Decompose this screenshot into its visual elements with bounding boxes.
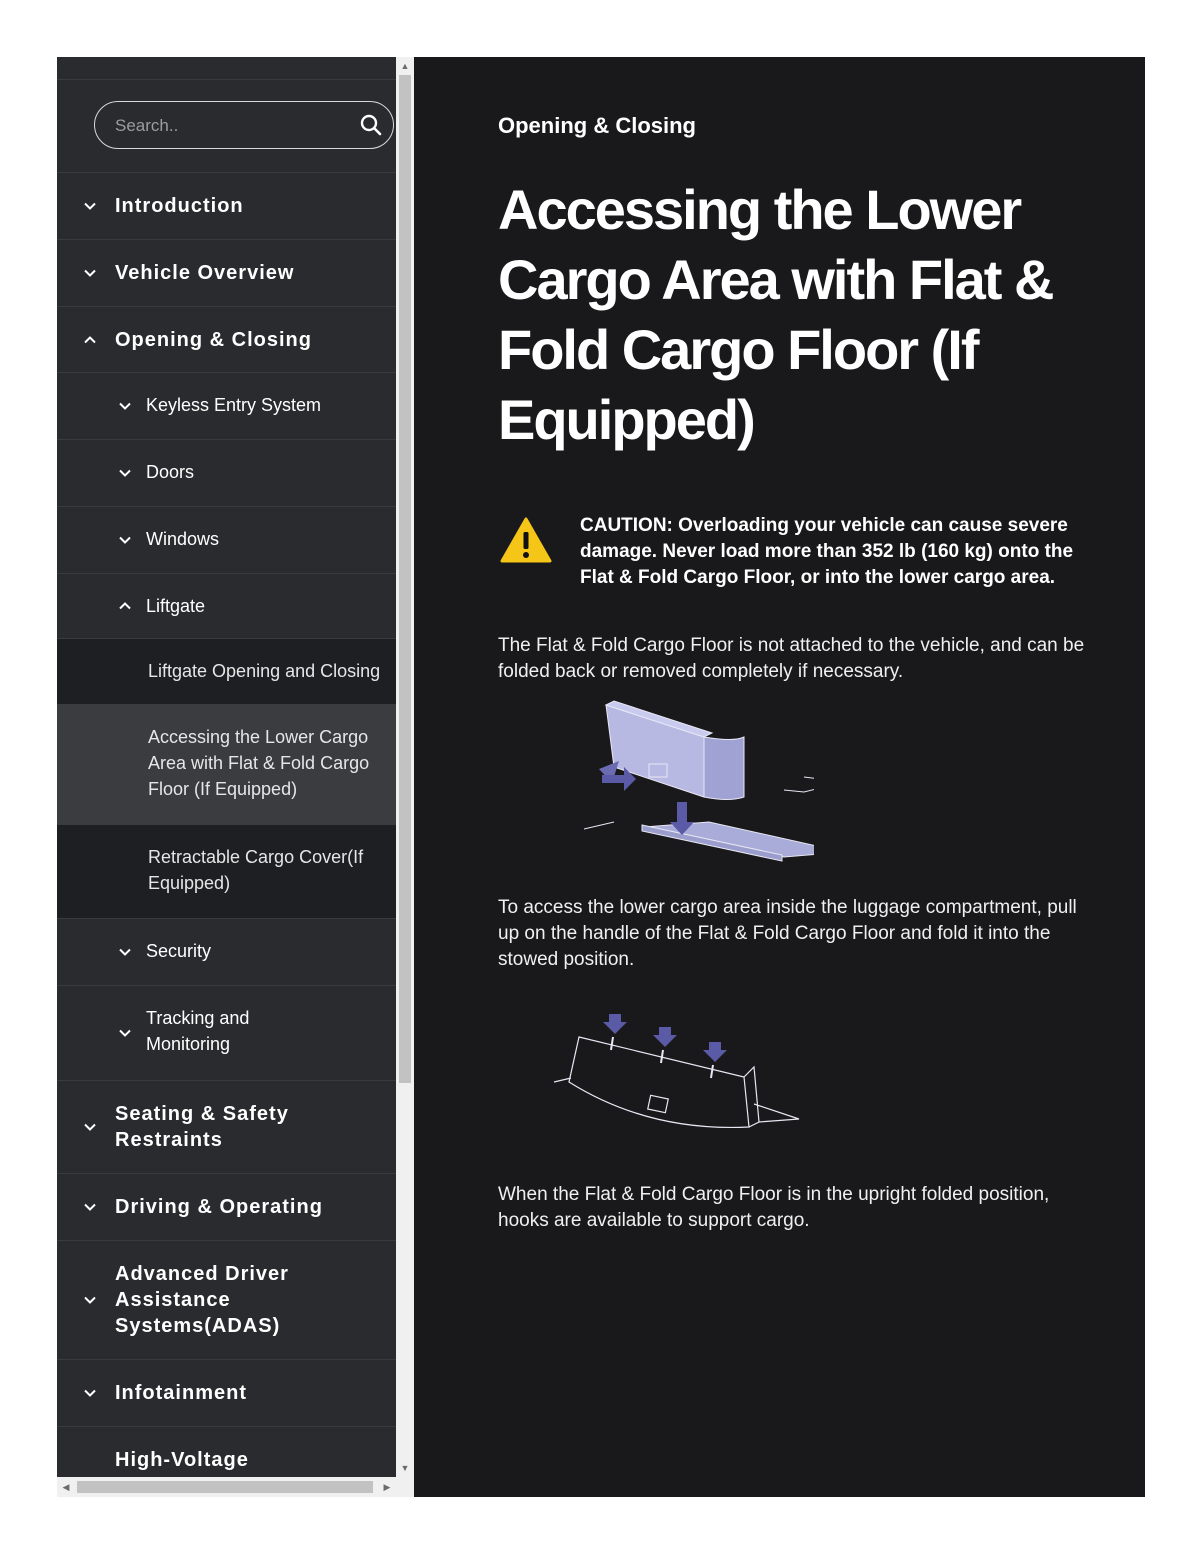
- sidebar-item-label: Doors: [146, 462, 195, 482]
- scroll-up-arrow-icon[interactable]: ▲: [400, 61, 410, 71]
- sidebar-item-label: Introduction: [115, 195, 244, 217]
- search-icon[interactable]: [359, 113, 383, 137]
- sidebar-item-accessing-lower-cargo[interactable]: [57, 705, 396, 825]
- chevron-down-icon: [83, 199, 97, 213]
- sidebar-item-label: Windows: [146, 529, 220, 549]
- sidebar-item-label: Retractable Cargo Cover(If Equipped): [148, 847, 364, 893]
- scroll-down-arrow-icon[interactable]: ▼: [400, 1463, 410, 1473]
- scroll-left-arrow-icon[interactable]: ◀: [62, 1482, 70, 1492]
- sidebar-item-label: Infotainment: [115, 1382, 247, 1404]
- search-box[interactable]: [94, 101, 394, 149]
- chevron-down-icon: [83, 1200, 97, 1214]
- chevron-down-icon: [118, 466, 132, 480]
- sidebar-item-label: Security: [146, 941, 212, 961]
- sidebar-item-adas[interactable]: [57, 1241, 396, 1360]
- chevron-down-icon: [118, 945, 132, 959]
- scroll-right-arrow-icon[interactable]: ▶: [383, 1482, 391, 1492]
- sidebar-item-introduction[interactable]: [57, 173, 396, 240]
- sidebar-item-seating[interactable]: [57, 1081, 396, 1174]
- sidebar-item-driving[interactable]: [57, 1174, 396, 1241]
- sidebar-item-tracking[interactable]: [57, 986, 396, 1081]
- sidebar: [57, 57, 396, 1477]
- main-content: [414, 57, 1145, 1497]
- sidebar-item-label: Liftgate Opening and Closing: [148, 661, 381, 681]
- sidebar-item-liftgate[interactable]: [57, 574, 396, 639]
- sidebar-item-label: Vehicle Overview: [115, 262, 295, 284]
- sidebar-item-label: Advanced Driver Assistance Systems(ADAS): [115, 1263, 289, 1337]
- sidebar-item-infotainment[interactable]: [57, 1360, 396, 1427]
- flat-fold-floor-removal-illustration: [554, 697, 814, 882]
- sidebar-item-opening-closing[interactable]: [57, 307, 396, 373]
- horizontal-scroll-thumb[interactable]: [77, 1481, 373, 1493]
- caution-text: CAUTION: Overloading your vehicle can cause severe damage. Never load more than 352 lb (160 kg) onto the Flat & Fold Cargo Floor, or into the lower cargo area.: [580, 515, 1074, 588]
- sidebar-item-security[interactable]: [57, 919, 396, 986]
- app-frame: [57, 57, 1145, 1497]
- sidebar-item-label: High-Voltage: [115, 1449, 249, 1471]
- warning-triangle-icon: [500, 517, 552, 563]
- breadcrumb[interactable]: Opening & Closing: [498, 113, 696, 138]
- sidebar-item-label: Tracking and Monitoring: [146, 1008, 250, 1054]
- chevron-down-icon: [83, 1386, 97, 1400]
- sidebar-item-doors[interactable]: [57, 440, 396, 507]
- sidebar-horizontal-scrollbar[interactable]: [57, 1477, 396, 1497]
- sidebar-item-high-voltage[interactable]: [57, 1427, 396, 1477]
- sidebar-item-keyless-entry[interactable]: [57, 373, 396, 440]
- vertical-scroll-thumb[interactable]: [399, 75, 411, 1083]
- scrollbar-corner: [396, 1477, 414, 1497]
- page-title: Accessing the Lower Cargo Area with Flat & Fold Cargo Floor (If Equipped): [498, 178, 1053, 451]
- chevron-up-icon: [118, 599, 132, 613]
- sidebar-top: [57, 57, 396, 80]
- sidebar-item-label: Liftgate: [146, 596, 206, 616]
- search-area: [57, 80, 396, 173]
- paragraph-1: The Flat & Fold Cargo Floor is not attached to the vehicle, and can be folded back or removed completely if necessary.: [498, 635, 1085, 682]
- sidebar-item-label: Seating & Safety Restraints: [115, 1103, 289, 1151]
- sidebar-item-label: Opening & Closing: [115, 329, 312, 351]
- sidebar-item-label: Keyless Entry System: [146, 395, 322, 415]
- chevron-down-icon: [83, 1120, 97, 1134]
- chevron-down-icon: [118, 533, 132, 547]
- chevron-down-icon: [83, 1293, 97, 1307]
- chevron-up-icon: [83, 333, 97, 347]
- sidebar-vertical-scrollbar[interactable]: [396, 57, 414, 1477]
- chevron-down-icon: [118, 399, 132, 413]
- sidebar-item-label: Accessing the Lower Cargo Area with Flat & Fold Cargo Floor (If Equipped): [148, 727, 370, 799]
- sidebar-item-label: Driving & Operating: [115, 1196, 323, 1218]
- folded-floor-hooks-illustration: [549, 1012, 809, 1142]
- sidebar-item-retractable-cover[interactable]: [57, 825, 396, 919]
- search-input[interactable]: [113, 111, 347, 141]
- sidebar-item-vehicle-overview[interactable]: [57, 240, 396, 307]
- paragraph-3: When the Flat & Fold Cargo Floor is in the upright folded position, hooks are available to support cargo.: [498, 1184, 1050, 1231]
- chevron-down-icon: [83, 266, 97, 280]
- chevron-down-icon: [118, 1026, 132, 1040]
- paragraph-2: To access the lower cargo area inside the luggage compartment, pull up on the handle of the Flat & Fold Cargo Floor and fold it into the stowed position.: [498, 897, 1077, 970]
- sidebar-item-windows[interactable]: [57, 507, 396, 574]
- sidebar-item-liftgate-opening[interactable]: [57, 639, 396, 705]
